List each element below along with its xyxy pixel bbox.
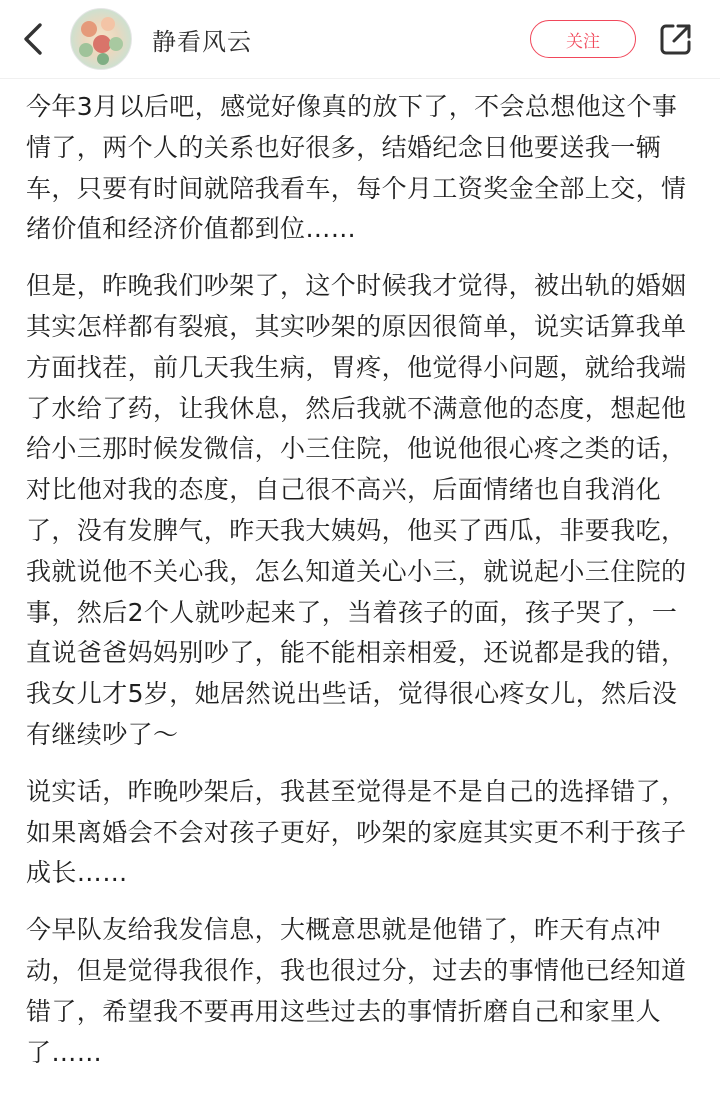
post-paragraph-3: 说实话，昨晚吵架后，我甚至觉得是不是自己的选择错了，如果离婚会不会对孩子更好，吵架的家庭其实更不利于孩子成长…… xyxy=(26,776,687,888)
share-button[interactable] xyxy=(658,21,694,57)
back-button[interactable] xyxy=(14,14,52,64)
post-content xyxy=(0,79,720,1073)
username[interactable]: 静看风云 xyxy=(152,27,252,56)
chevron-left-icon xyxy=(22,22,44,56)
share-icon xyxy=(659,22,693,56)
follow-button[interactable]: 关注 xyxy=(530,20,636,58)
top-bar xyxy=(0,0,720,79)
avatar[interactable] xyxy=(70,8,132,70)
post-paragraph-1: 今年3月以后吧，感觉好像真的放下了，不会总想他这个事情了，两个人的关系也好很多，结婚纪念日他要送我一辆车，只要有时间就陪我看车，每个月工资奖金全部上交，情绪价值和经济价值都到位…… xyxy=(26,92,687,244)
post-paragraph-2: 但是，昨晚我们吵架了，这个时候我才觉得，被出轨的婚姻其实怎样都有裂痕，其实吵架的原因很简单，说实话算我单方面找茬，前几天我生病，胃疼，他觉得小问题，就给我端了水给了药，让我休息，然后我就不满意他的态度，想起他给小三那时候发微信，小三住院，他说他很心疼之类的话，对比他对我的态度，自己很不高兴，后面情绪也自我消化了，没有发脾气，昨天我大姨妈，他买了西瓜，非要我吃，我就说他不关心我，怎么知道关心小三，就说起小三住院的事，然后2个人就吵起来了，当着孩子的面，孩子哭了，一直说爸爸妈妈别吵了，能不能相亲相爱，还说都是我的错，我女儿才5岁，她居然说出些话，觉得很心疼女儿，然后没有继续吵了～ xyxy=(26,271,687,749)
post-paragraph-4: 今早队友给我发信息，大概意思就是他错了，昨天有点冲动，但是觉得我很作，我也很过分，过去的事情他已经知道错了，希望我不要再用这些过去的事情折磨自己和家里人了…… xyxy=(26,915,687,1067)
